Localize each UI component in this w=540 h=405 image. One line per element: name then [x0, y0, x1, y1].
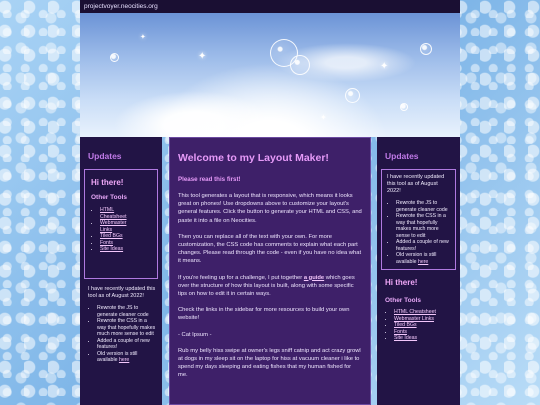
link-fonts[interactable]: • Fonts — [394, 328, 407, 335]
site-url: projectvoyer.neocities.org — [84, 3, 158, 10]
old-version-text: Old version is still available — [97, 350, 138, 363]
old-version-link[interactable]: here — [118, 357, 130, 363]
guide-text-suffix: which goes over the structure of how this layout is built, along with some specific tips on how to edit it in certain ways. — [178, 274, 355, 298]
list-item: • Added a couple of new features! — [97, 338, 156, 351]
right-tools-heading: Other Tools — [385, 297, 421, 304]
sparkle-icon: ✦ — [320, 113, 327, 122]
right-sidebar — [377, 137, 460, 405]
header-banner-image — [80, 13, 460, 137]
link-site-ideas[interactable]: • Site Ideas — [100, 246, 124, 252]
list-item: • Rewrote the JS to generate cleaner code — [97, 305, 156, 318]
page-title: Welcome to my Layout Maker! — [178, 152, 329, 164]
old-version-text: Old version is still available — [396, 252, 437, 265]
layout-wrapper — [80, 0, 460, 405]
right-updates-list — [387, 200, 450, 265]
customization-paragraph: Then you can replace all of the text with your own. For more customization, the CSS code has comments to explain what each part changes. Please read through the code - even if you have no idea what it means. — [178, 233, 362, 265]
sidebar-resources-paragraph: Check the links in the sidebar for more resources to build your own website! — [178, 307, 350, 322]
sparkle-icon: ✦ — [140, 34, 146, 41]
bubble-decoration — [400, 103, 408, 111]
old-version-link[interactable]: here — [417, 258, 429, 265]
link-tiled-bgs[interactable]: • Tiled BGs — [394, 322, 417, 328]
link-webmaster-links[interactable]: • Webmaster Links — [394, 315, 434, 322]
bubble-decoration — [290, 55, 310, 75]
left-info-box — [84, 169, 158, 279]
left-updates-list — [88, 305, 156, 364]
link-site-ideas[interactable]: • Site Ideas — [394, 335, 418, 341]
guide-paragraph — [178, 274, 362, 299]
link-fonts[interactable]: • Fonts — [100, 239, 113, 246]
right-update-box — [381, 169, 456, 270]
list-item: • Rewrote the JS to generate cleaner code — [396, 200, 450, 213]
sparkle-icon: ✦ — [198, 51, 207, 62]
list-item — [100, 207, 151, 220]
list-item — [100, 220, 151, 233]
left-update-note: I have recently updated this tool as of August 2022! — [88, 286, 156, 299]
left-tools-heading: Other Tools — [91, 194, 127, 201]
list-item — [396, 252, 450, 265]
right-hi-heading: Hi there! — [385, 278, 418, 287]
right-updates-heading: Updates — [385, 151, 419, 161]
bubble-decoration — [110, 53, 119, 62]
bubble-decoration — [345, 88, 360, 103]
list-item: • Rewrote the CSS in a way that hopefully makes much more sense to edit — [97, 318, 156, 338]
right-update-note: I have recently updated this tool as of August 2022! — [387, 174, 445, 194]
cat-ipsum-paragraph: Rub my belly hiss swipe at owner's legs sniff catnip and act crazy growl at dogs in my sleep sit on the laptop for hiss at vacuum cleaner i like to spend my days sleeping and eating fishes that my human fished for me. — [178, 347, 361, 379]
list-item: • Rewrote the CSS in a way that hopefully makes much more sense to edit — [396, 213, 450, 239]
list-item: • Added a couple of new features! — [396, 239, 450, 252]
main-content — [169, 137, 371, 405]
guide-link[interactable]: a guide — [303, 274, 325, 281]
link-html-cheatsheet[interactable]: • HTML Cheatsheet — [394, 309, 436, 315]
guide-text-prefix: If you're feeling up for a challenge, I put together — [178, 274, 303, 281]
link-tiled-bgs[interactable]: • Tiled BGs — [100, 233, 123, 239]
intro-paragraph: This tool generates a layout that is responsive, which means it looks great on phones! Use dropdowns above to customize your layout's general features. Click the button to generate your HTML and CSS, and paste it into a file on Neocities. — [178, 193, 362, 224]
right-tools-list — [385, 309, 456, 342]
left-tools-list — [91, 207, 151, 253]
top-bar — [80, 0, 460, 13]
link-html-cheatsheet[interactable]: • HTML Cheatsheet — [100, 207, 127, 220]
sparkle-icon: ✦ — [380, 61, 389, 72]
link-webmaster-links[interactable]: • Webmaster Links — [100, 220, 127, 233]
left-hi-heading: Hi there! — [91, 178, 124, 187]
cat-ipsum-heading: - Cat Ipsum - — [178, 331, 212, 338]
read-first-note: Please read this first! — [178, 176, 241, 183]
left-updates-heading: Updates — [88, 151, 122, 161]
list-item — [100, 246, 151, 253]
bubble-decoration — [420, 43, 432, 55]
list-item — [394, 335, 456, 342]
left-sidebar — [80, 137, 162, 405]
list-item — [97, 351, 156, 364]
